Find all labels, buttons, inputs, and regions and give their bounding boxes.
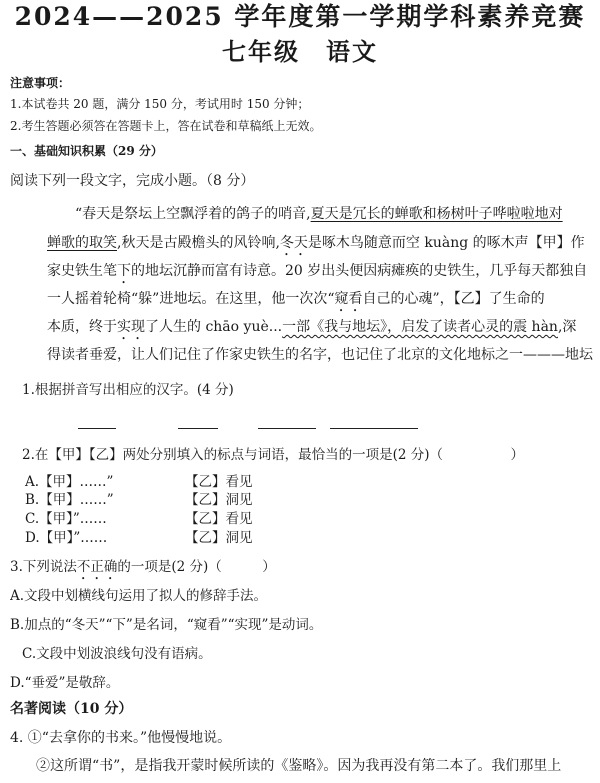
passage-segment: 一人摇着轮椅“躲”进地坛。在这里，他一次次“ <box>47 291 335 307</box>
underlined-sentence: 夏天是冗长的蝉歌和杨树叶子哗啦啦地对 <box>310 206 563 222</box>
question-3-option: C.文段中划波浪线句没有语病。 <box>22 646 212 662</box>
section-heading: 一、基础知识积累（29 分） <box>10 144 163 158</box>
passage-segment: 了人生的 chāo yuè... <box>145 319 283 335</box>
notice-item: 1.本试卷共 20 题，满分 150 分，考试用时 150 分钟； <box>10 97 310 111</box>
option-row <box>0 472 600 492</box>
option-value: 【乙】看见 <box>185 511 253 527</box>
passage-line <box>47 233 595 259</box>
answer-blank <box>78 428 116 429</box>
option-label: A.【甲】……” <box>25 474 114 490</box>
question-3-stem <box>10 557 276 583</box>
stem-segment: 3.下列说法 <box>10 559 77 575</box>
option-value: 【乙】洞见 <box>185 492 253 508</box>
dotted-word: 下 <box>117 263 131 279</box>
option-row <box>0 528 600 548</box>
dotted-word: 冬天 <box>279 235 308 251</box>
passage-line <box>47 345 595 365</box>
exam-subtitle: 七年级 语文 <box>222 37 378 66</box>
passage-segment: 本质，终于 <box>47 319 117 335</box>
question-4-line: ②这所谓“书”，是指我开蒙时候所读的《鉴略》。因为我再没有第二本了。我们那里上 <box>36 758 562 774</box>
stem-segment: 的一项是(2 分)（ ） <box>117 559 276 575</box>
option-row <box>0 490 600 510</box>
notice-heading: 注意事项： <box>10 76 71 90</box>
answer-blank <box>178 428 218 429</box>
passage-line <box>75 204 595 224</box>
passage-segment: ,深 <box>557 319 577 335</box>
question-4-line: 4. ①“去拿你的书来。”他慢慢地说。 <box>10 730 232 746</box>
option-label: C.【甲】”…… <box>25 511 107 527</box>
section-heading: 名著阅读（10 分） <box>10 701 133 717</box>
question-3-option: A.文段中划横线句运用了拟人的修辞手法。 <box>10 588 268 604</box>
passage-segment: 的地坛沉静而富有诗意。20 岁出头便因病瘫痪的史铁生，几乎每天都独自 <box>131 263 588 279</box>
passage-segment: ,秋天是古殿檐头的风铃响, <box>117 235 280 251</box>
passage-line <box>47 317 595 343</box>
option-value: 【乙】洞见 <box>185 530 253 546</box>
answer-blank <box>330 428 418 429</box>
exam-title: 2024——2025 学年度第一学期学科素养竞赛 <box>14 2 586 31</box>
wavy-underlined-sentence: 一部《我与地坛》，启发了读者心灵的震 hàn <box>282 319 558 335</box>
passage-segment: 是啄木鸟随意而空 kuàng 的啄木声【甲】作 <box>307 235 585 251</box>
passage-segment: 得读者垂爱，让人们记住了作家史铁生的名字，也记住了北京的文化地标之一———地坛 <box>47 347 593 363</box>
dotted-word: 窥看 <box>334 291 363 307</box>
reading-intro: 阅读下列一段文字，完成小题。（8 分） <box>10 173 255 189</box>
question-3-option: B.加点的“冬天”“下”是名词，“窥看”“实现”是动词。 <box>10 617 323 633</box>
passage-line <box>47 289 595 315</box>
question-2-stem: 2.在【甲】【乙】两处分别填入的标点与词语，最恰当的一项是(2 分)（ ） <box>22 447 525 463</box>
underlined-sentence: 蝉歌的取笑 <box>47 235 117 251</box>
question-3-option: D.“垂爱”是敬辞。 <box>10 675 120 691</box>
passage-segment: “春天是祭坛上空飘浮着的鸽子的哨音, <box>75 206 311 222</box>
notice-item: 2.考生答题必须答在答题卡上，答在试卷和草稿纸上无效。 <box>10 119 322 133</box>
passage-segment: 家史铁生笔 <box>47 263 117 279</box>
passage-line <box>47 261 595 287</box>
option-label: D.【甲】”…… <box>25 530 108 546</box>
answer-blank <box>258 428 316 429</box>
dotted-word: 实现 <box>117 319 145 335</box>
question-1-stem: 1.根据拼音写出相应的汉字。(4 分) <box>22 382 234 398</box>
option-label: B.【甲】……” <box>25 492 114 508</box>
emphasized-word: 不正确 <box>76 559 118 575</box>
option-value: 【乙】看见 <box>185 474 253 490</box>
option-row <box>0 509 600 529</box>
passage-segment: 自己的心魂”，【乙】了生命的 <box>362 291 545 307</box>
